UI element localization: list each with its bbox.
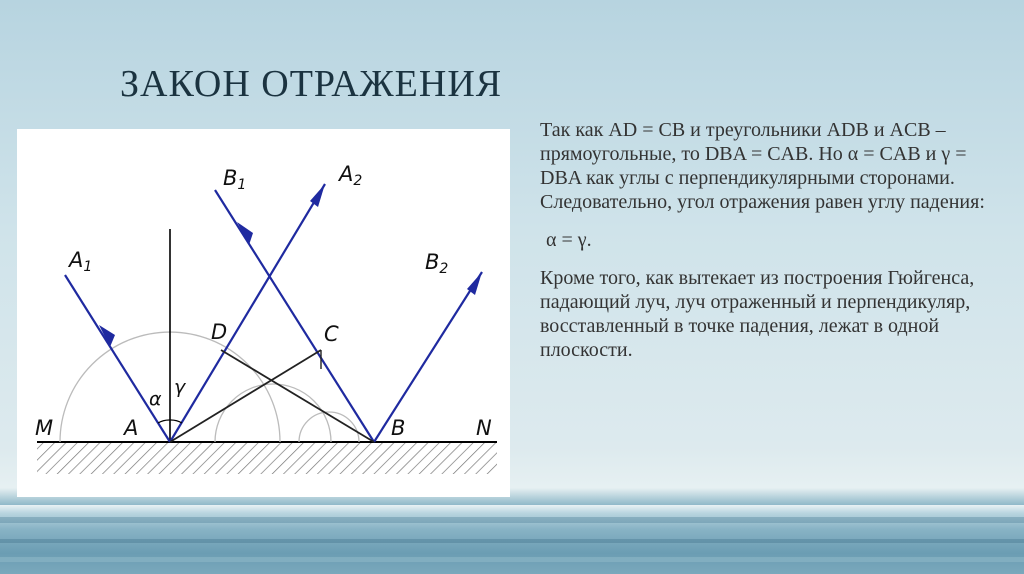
- label-gamma: γ: [174, 376, 186, 398]
- equation-alpha-gamma: α = γ.: [546, 229, 592, 251]
- incident-ray-b: [215, 190, 374, 442]
- label-m: M: [35, 416, 54, 440]
- label-b2: B2: [425, 250, 449, 277]
- label-d: D: [211, 320, 228, 344]
- explanation-text: [540, 118, 990, 374]
- incident-ray-a: [65, 275, 170, 442]
- angle-alpha-arc: [158, 420, 170, 423]
- angle-gamma-arc: [170, 420, 182, 423]
- arrow-incident-b: [237, 222, 253, 245]
- wave-stripe: [0, 539, 1024, 543]
- label-b: B: [391, 416, 406, 440]
- reflected-ray-a: [170, 184, 325, 442]
- wave-stripe: [0, 557, 1024, 562]
- mirror-hatching: [37, 442, 497, 474]
- label-a: A: [124, 416, 139, 440]
- label-a1: A1: [69, 248, 93, 275]
- slide-title: ЗАКОН ОТРАЖЕНИЯ: [120, 63, 503, 105]
- wave-stripe: [0, 517, 1024, 523]
- explanation-paragraph-2: Кроме того, как вытекает из построения Гюйгенса, падающий луч, луч отраженный и перпендикуляр, восставленный в точке падения, лежат в одной плоскости.: [540, 267, 975, 361]
- sea-decoration: [0, 505, 1024, 574]
- label-n: N: [476, 416, 492, 440]
- reflection-diagram: [17, 129, 510, 497]
- label-alpha: α: [149, 388, 162, 410]
- label-a2: A2: [339, 162, 363, 189]
- label-c: C: [324, 322, 339, 346]
- explanation-paragraph-1: Так как AD = CB и треугольники ADB и ACB – прямоугольные, то DBA = CAB. Но α = CAB и γ = DBA как углы с перпендикулярными сторонами. Следовательно, угол отражения равен углу падения:: [540, 119, 985, 213]
- wavelet-arc-medium: [215, 384, 331, 442]
- label-b1: B1: [223, 166, 247, 193]
